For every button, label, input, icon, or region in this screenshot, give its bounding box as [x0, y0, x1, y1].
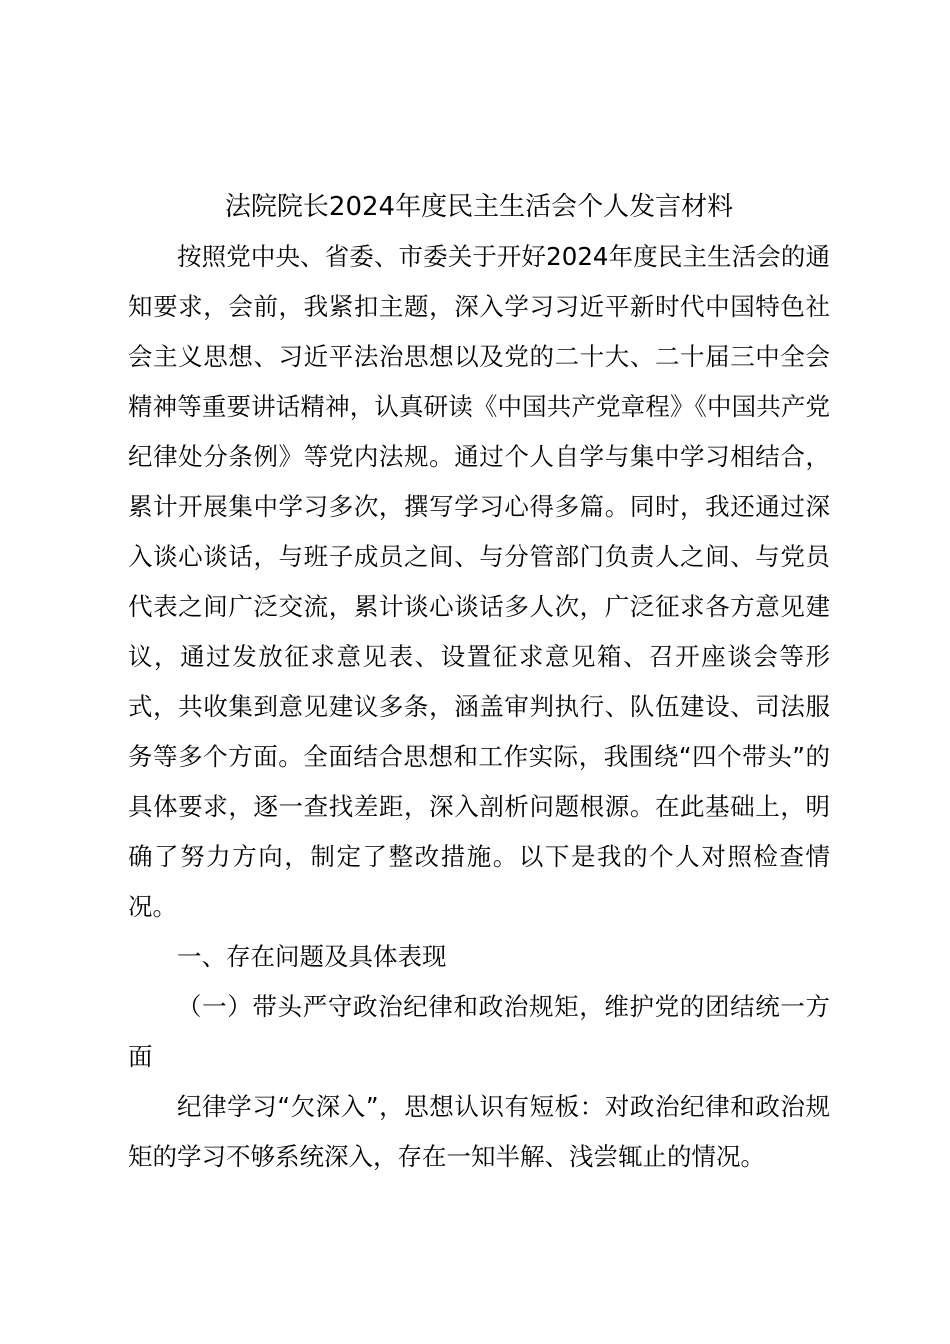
section-heading: 一、存在问题及具体表现 — [177, 942, 447, 971]
document-body — [128, 232, 830, 1182]
intro-paragraph: 按照党中央、省委、市委关于开好2024年度民主生活会的通知要求，会前，我紧扣主题，深入学习习近平新时代中国特色社会主义思想、习近平法治思想以及党的二十大、二十届三中全会精神等重要讲话精神，认真研读《中国共产党章程》《中国共产党纪律处分条例》等党内法规。通过个人自学与集中学习相结合，累计开展集中学习多次，撰写学习心得多篇。同时，我还通过深入谈心谈话，与班子成员之间、与分管部门负责人之间、与党员代表之间广泛交流，累计谈心谈话多人次，广泛征求各方意见建议，通过发放征求意见表、设置征求意见箱、召开座谈会等形式，共收集到意见建议多条，涵盖审判执行、队伍建设、司法服务等多个方面。全面结合思想和工作实际，我围绕“四个带头”的具体要求，逐一查找差距，深入剖析问题根源。在此基础上，明确了努力方向，制定了整改措施。以下是我的个人对照检查情况。 — [128, 242, 830, 921]
body-paragraph: 纪律学习“欠深入”，思想认识有短板：对政治纪律和政治规矩的学习不够系统深入，存在一知半解、浅尝辄止的情况。 — [128, 1092, 830, 1171]
subsection-heading: （一）带头严守政治纪律和政治规矩，维护党的团结统一方面 — [128, 992, 830, 1071]
document-title: 法院院长2024年度民主生活会个人发言材料 — [224, 192, 734, 222]
